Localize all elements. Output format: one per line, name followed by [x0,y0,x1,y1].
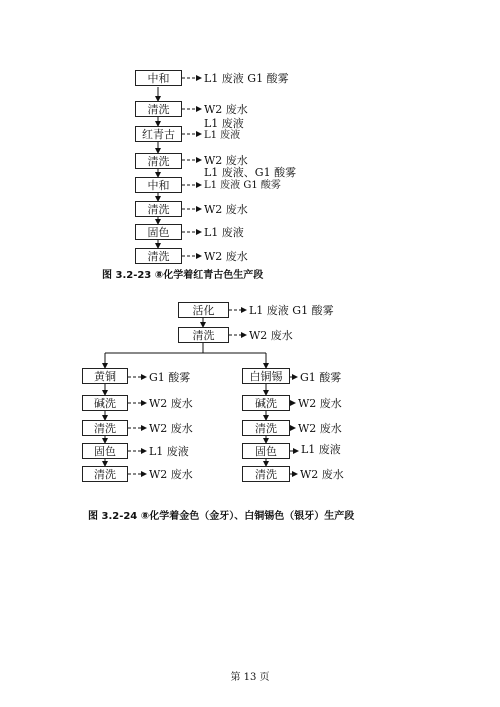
fig23-step-red-antique: 红青古 [135,126,182,142]
fig24-caption: 图 3.2-24 ⑧化学着金色（金牙）、白铜锡色（银牙）生产段 [88,511,355,522]
fig24-right-output: L1 废液 [301,443,341,456]
fig24-right-step-rinse: 清洗 [242,420,290,436]
fig24-step-rinse: 清洗 [178,327,229,343]
fig23-output: W2 废水 [204,154,248,167]
fig23-output: L1 废液 [204,117,244,130]
fig23-step-rinse: 清洗 [135,248,182,264]
fig23-step-neutralize: 中和 [135,177,182,193]
fig23-output: L1 废液 G1 酸雾 [204,72,289,85]
fig23-output: L1 废液 [204,130,241,141]
fig24-left-step-alkaline-wash: 碱洗 [82,395,128,411]
fig24-left-output: W2 废水 [149,422,193,435]
fig24-right-step-rinse: 清洗 [242,466,290,482]
fig23-step-rinse: 清洗 [135,101,182,117]
fig24-right-output: W2 废水 [298,422,342,435]
fig23-step-rinse: 清洗 [135,153,182,169]
page-number: 第 13 页 [230,672,270,683]
fig23-step-rinse: 清洗 [135,201,182,217]
fig24-step-activate: 活化 [178,302,229,318]
fig24-left-step-rinse: 清洗 [82,420,128,436]
fig24-right-output: W2 废水 [300,468,344,481]
fig23-output: L1 废液 [204,226,244,239]
fig23-output: W2 废水 [204,103,248,116]
fig23-output: L1 废液、G1 酸雾 [204,166,297,179]
fig23-output: W2 废水 [204,250,248,263]
fig24-right-output: G1 酸雾 [300,371,342,384]
fig24-left-step-fix-color: 固色 [82,443,128,459]
fig24-right-step-alkaline-wash: 碱洗 [242,395,290,411]
fig24-left-step-rinse: 清洗 [82,466,128,482]
fig24-left-step-brass: 黄铜 [82,368,128,384]
fig24-output: L1 废液 G1 酸雾 [249,304,334,317]
fig24-left-output: W2 废水 [149,397,193,410]
fig24-left-output: G1 酸雾 [149,371,191,384]
fig23-step-neutralize: 中和 [135,70,182,86]
fig24-right-step-fix-color: 固色 [242,443,290,459]
fig24-left-output: W2 废水 [149,468,193,481]
fig24-right-output: W2 废水 [298,397,342,410]
fig24-output: W2 废水 [249,329,293,342]
fig23-output: W2 废水 [204,203,248,216]
fig23-output: L1 废液 G1 酸雾 [204,180,281,191]
fig24-right-step-white-bronze: 白铜锡 [242,368,290,384]
fig23-step-fix-color: 固色 [135,224,182,240]
fig24-left-output: L1 废液 [149,445,189,458]
fig23-caption: 图 3.2-23 ⑧化学着红青古色生产段 [102,270,264,281]
